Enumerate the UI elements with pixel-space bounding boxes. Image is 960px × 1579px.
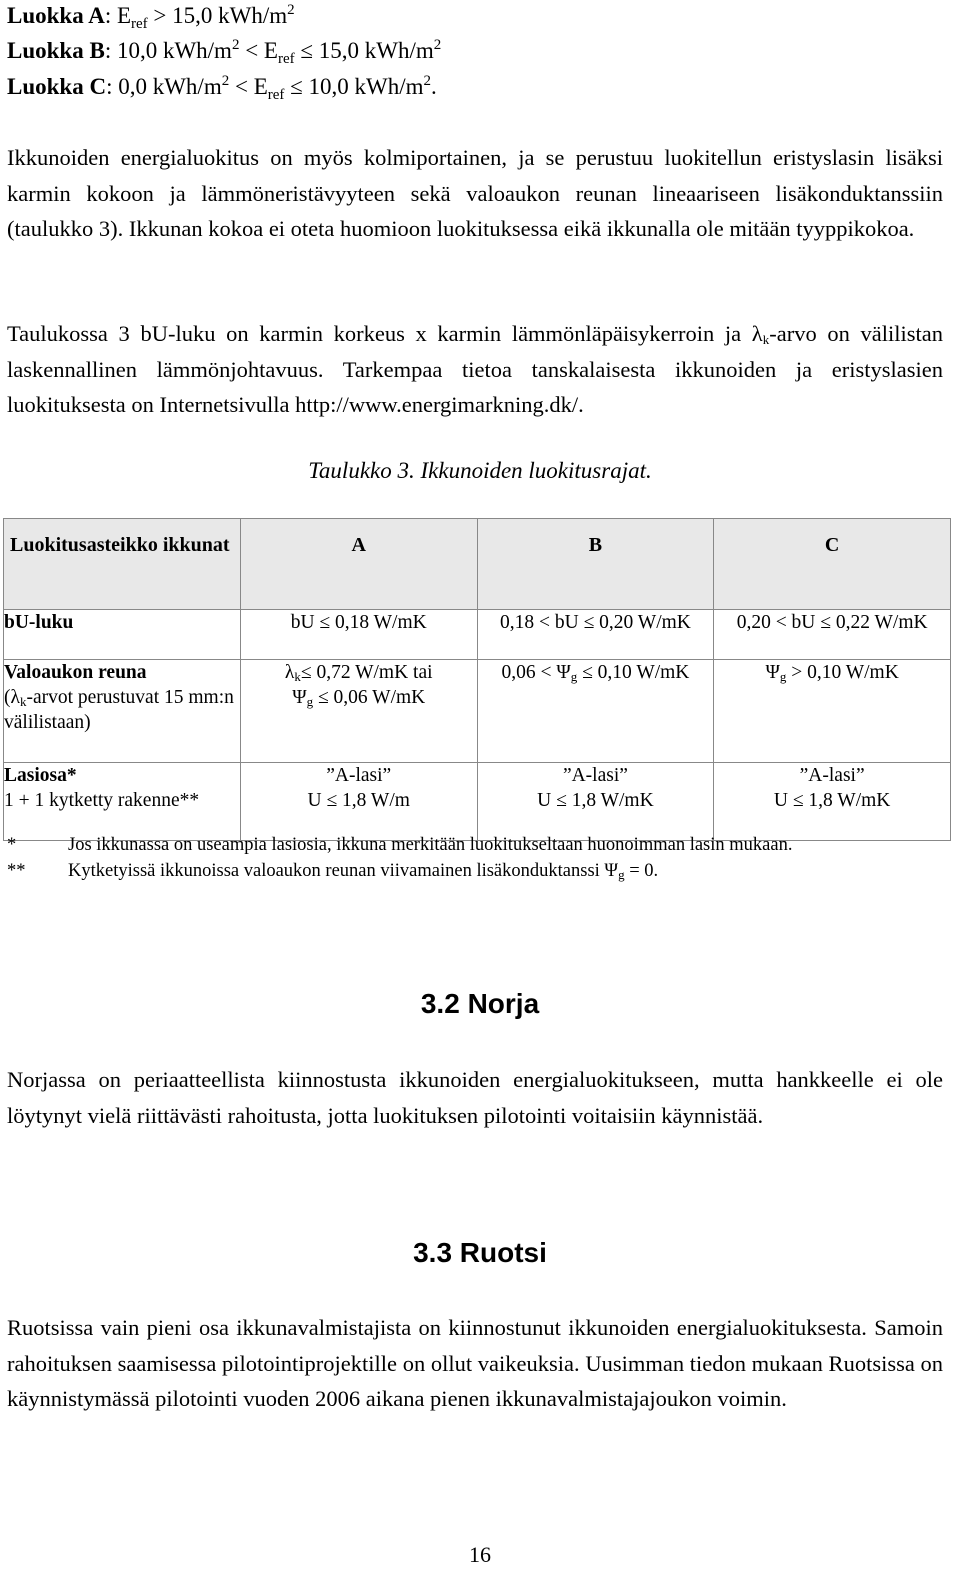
cell-text: U ≤ 1,8 W/mK xyxy=(537,790,654,811)
class-label: Luokka C xyxy=(7,74,107,99)
subscript: g xyxy=(779,669,787,684)
cell-text: ”A-lasi” xyxy=(326,765,392,786)
subscript: g xyxy=(618,867,625,882)
footnote-mark: * xyxy=(7,835,17,855)
cell-text: > 0,10 W/mK xyxy=(786,662,899,683)
cell-text: U ≤ 1,8 W/m xyxy=(307,790,410,811)
superscript: 2 xyxy=(287,2,295,18)
subscript: k xyxy=(294,669,301,684)
paragraph-bu-explanation xyxy=(7,316,943,423)
cell-text: ”A-lasi” xyxy=(799,765,865,786)
cell-edge-b xyxy=(477,660,714,763)
cell-bu-c: 0,20 < bU ≤ 0,22 W/mK xyxy=(714,610,951,660)
subscript: ref xyxy=(267,87,285,103)
cell-glass-a xyxy=(240,763,477,841)
paragraph-window-classification: Ikkunoiden energialuokitus on myös kolmiportainen, ja se perustuu luokitellun eristyslasin lisäksi karmin kokoon ja lämmöneristävyyteen sekä valoaukon reunan lineaariseen lisäkonduktanssiin (taulukko 3). Ikkunan kokoa ei oteta huomioon luokituksessa eikä ikkunalla ole mitään tyyppikokoa. xyxy=(7,145,943,241)
table-caption: Taulukko 3. Ikkunoiden luokitusrajat. xyxy=(308,458,652,483)
row-label-text: (λ xyxy=(4,687,20,708)
cell-edge-a xyxy=(240,660,477,763)
section-heading-norja: 3.2 Norja xyxy=(420,988,540,1019)
superscript: 2 xyxy=(433,37,442,53)
subscript: g xyxy=(570,669,578,684)
row-label-edge xyxy=(4,660,241,763)
cell-text: ≤ 0,10 W/mK xyxy=(577,662,690,683)
footnote-text: Jos ikkunassa on useampia lasiosia, ikkuna merkitään luokitukseltaan huonoimman lasin mukaan. xyxy=(68,835,793,855)
header-scale-label: Luokitusasteikko ikkunat xyxy=(4,519,241,610)
table-header-row xyxy=(4,519,951,610)
class-text: < E xyxy=(239,38,278,63)
paragraph-text: Taulukossa 3 bU-luku on karmin korkeus x karmin lämmönläpäisykerroin ja λ xyxy=(7,321,763,346)
footnote xyxy=(7,858,792,884)
cell-text: ”A-lasi” xyxy=(562,765,628,786)
cell-text: Ψ xyxy=(765,662,780,683)
table-row xyxy=(4,763,951,841)
class-line-c xyxy=(7,73,437,101)
page-number: 16 xyxy=(469,1542,491,1567)
cell-text: ≤ 0,06 W/mK xyxy=(313,687,426,708)
class-text: < E xyxy=(229,74,268,99)
row-label-text: 1 + 1 kytketty rakenne** xyxy=(4,790,200,811)
superscript: 2 xyxy=(423,73,432,89)
cell-text: Ψ xyxy=(292,687,307,708)
class-label: Luokka A xyxy=(7,3,105,28)
class-text: > 15,0 kWh/m xyxy=(147,3,288,28)
cell-glass-b xyxy=(477,763,714,841)
class-text: ≤ 10,0 kWh/m xyxy=(284,74,424,99)
header-class-a: A xyxy=(240,519,477,610)
class-text: ≤ 15,0 kWh/m xyxy=(294,38,434,63)
cell-glass-c xyxy=(714,763,951,841)
subscript: g xyxy=(306,694,314,709)
paragraph-ruotsi: Ruotsissa vain pieni osa ikkunavalmistajista on kiinnostunut ikkunoiden energialuokituksesta. Samoin rahoituksen saamisessa pilotointiprojektille on ollut vaikeuksia. Uusimman tiedon mukaan Ruotsissa on käynnistymässä pilotointi vuoden 2006 aikana pienen ikkunavalmistajajoukon voimin. xyxy=(7,1315,943,1411)
footnote-mark: ** xyxy=(7,861,26,881)
subscript: ref xyxy=(131,16,148,32)
footnote-text: Kytketyissä ikkunoissa valoaukon reunan viivamainen lisäkonduktanssi Ψ xyxy=(68,861,619,881)
classification-table xyxy=(3,518,951,841)
class-line-b xyxy=(7,37,441,65)
row-label-glass xyxy=(4,763,241,841)
paragraph-text: -arvo on välilistan laskennallinen lämmönjohtavuus. Tarkempaa tietoa tanskalaisesta ikkunoiden ja eristyslasien luokituksesta on Internetsivulla http://www.energimarkning.dk/. xyxy=(7,321,943,417)
class-text: : 0,0 kWh/m xyxy=(106,74,222,99)
class-text: : 10,0 kWh/m xyxy=(104,38,232,63)
row-label-bold: Valoaukon reuna xyxy=(4,662,147,683)
footnote xyxy=(7,832,792,858)
cell-text: U ≤ 1,8 W/mK xyxy=(773,790,891,811)
section-heading-ruotsi: 3.3 Ruotsi xyxy=(413,1237,547,1268)
row-label-bu: bU-luku xyxy=(4,610,241,660)
row-label-text: -arvot perustuvat 15 mm:n välilistaan) xyxy=(4,687,234,733)
table-footnotes xyxy=(7,832,792,884)
subscript: k xyxy=(19,694,27,709)
table-row xyxy=(4,610,951,660)
cell-bu-a: bU ≤ 0,18 W/mK xyxy=(240,610,477,660)
cell-edge-c xyxy=(714,660,951,763)
cell-bu-b: 0,18 < bU ≤ 0,20 W/mK xyxy=(477,610,714,660)
table-row xyxy=(4,660,951,763)
class-text: : E xyxy=(104,3,132,28)
cell-text: ≤ 0,72 W/mK tai xyxy=(300,662,433,683)
cell-text: λ xyxy=(284,662,295,683)
subscript: k xyxy=(762,332,770,347)
class-text: . xyxy=(431,74,437,99)
class-line-a xyxy=(7,2,295,30)
header-class-b: B xyxy=(477,519,714,610)
cell-text: 0,06 < Ψ xyxy=(501,662,571,683)
header-class-c: C xyxy=(714,519,951,610)
class-label: Luokka B xyxy=(7,38,105,63)
subscript: ref xyxy=(277,51,295,67)
footnote-text: = 0. xyxy=(624,861,659,881)
superscript: 2 xyxy=(231,37,240,53)
paragraph-norja: Norjassa on periaatteellista kiinnostusta ikkunoiden energialuokitukseen, mutta hankkeelle ei ole löytynyt vielä riittävästi rahoitusta, jotta luokituksen pilotointi voitaisiin käynnistää. xyxy=(7,1067,943,1128)
superscript: 2 xyxy=(221,73,230,89)
row-label-bold: Lasiosa* xyxy=(4,765,77,786)
